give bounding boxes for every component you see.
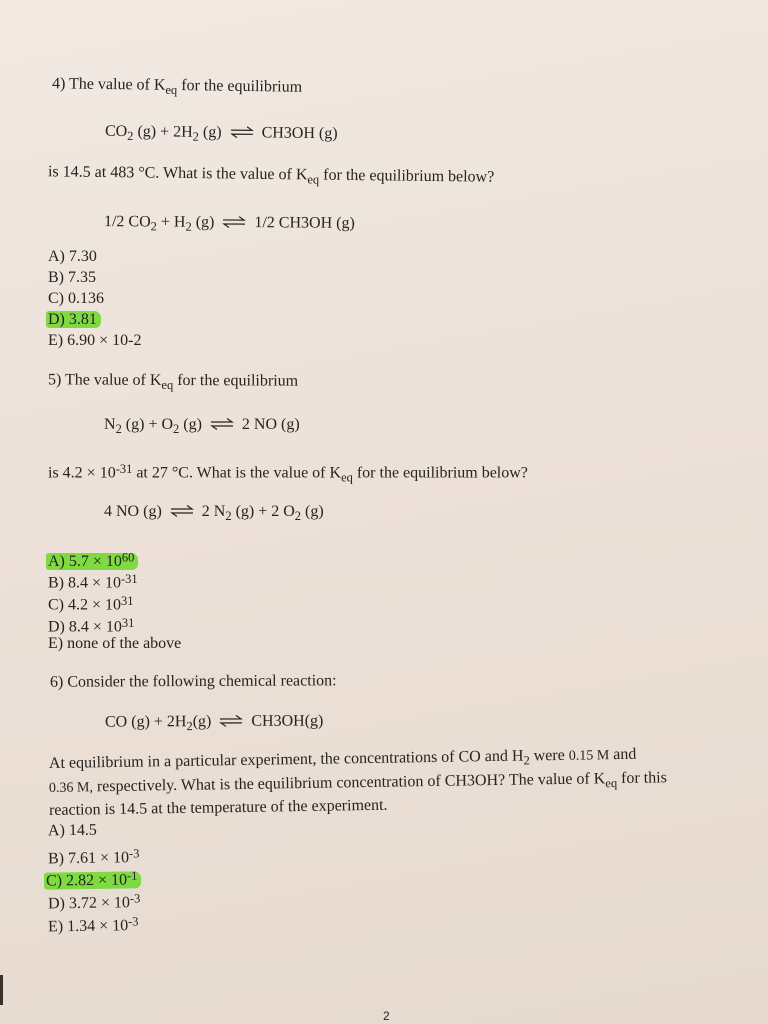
- equilibrium-arrow-icon: [230, 126, 254, 138]
- equilibrium-arrow-icon: [222, 216, 246, 228]
- q4-option-b: B) 7.35: [48, 269, 96, 286]
- q4-statement: is 14.5 at 483 °C. What is the value of $K_{eq}$ for the equilibrium below?: [47, 163, 495, 187]
- q6-option-b: B) $7.61 \times 10^{-3}$: [47, 846, 140, 868]
- q4-option-a: A) 7.30: [48, 248, 97, 265]
- q4-heading: 4) The value of $K_{eq}$ for the equilibrium: [51, 75, 303, 97]
- q6-paragraph-line-1: At equilibrium in a particular experiment, the concentrations of CO and $H_2$ were 0.15 M and: [48, 745, 637, 772]
- q4-reaction: $CO_2$ $(g) + 2H_2$ (g) CH3OH (g): [104, 122, 338, 144]
- q5-statement: is $4.2 \times 10^{-31}$ at 27 °C. What is the value of $K_{eq}$ for the equilibrium below?: [48, 462, 528, 485]
- q5-reaction-below: 4 NO (g) 2 $N_2$ (g) + 2 $O_2$ (g): [104, 503, 324, 523]
- q4-option-d-highlighted: D) 3.81: [48, 310, 101, 330]
- page-edge-mark: [0, 975, 3, 1005]
- q5-reaction: $N_2$ $(g) + O_2$ (g) 2 NO (g): [104, 416, 300, 436]
- q6-option-e: E) $1.34 \times 10^{-3}$: [47, 914, 139, 936]
- q6-option-c-highlighted: C) $2.82 \times 10^{-1}$: [46, 865, 142, 891]
- q4-option-c: C) 0.136: [48, 290, 104, 307]
- q6-option-d: D) $3.72 \times 10^{-3}$: [47, 891, 141, 913]
- q6-paragraph-line-3: reaction is 14.5 at the temperature of the experiment.: [48, 796, 388, 819]
- equilibrium-arrow-icon: [219, 715, 243, 727]
- q4-reaction-below: 1/2 $CO_2 + H_2$ (g) 1/2 CH3OH (g): [103, 213, 355, 234]
- equilibrium-arrow-icon: [170, 505, 194, 517]
- q6-paragraph-line-2: 0.36 M, respectively. What is the equilibrium concentration of CH3OH? The value of $K_{eq}$ for this: [48, 769, 667, 796]
- q5-heading: 5) The value of $K_{eq}$ for the equilibrium: [47, 371, 299, 392]
- q5-option-e: E) none of the above: [48, 635, 182, 652]
- page-number: 2: [383, 1009, 390, 1023]
- q6-option-a: A) 14.5: [47, 821, 97, 840]
- q5-option-c: C) $4.2 \times 10^{31}$: [48, 594, 134, 614]
- q6-heading: 6) Consider the following chemical reaction:: [49, 672, 337, 691]
- q5-option-b: B) $8.4 \times 10^{-31}$: [48, 572, 138, 592]
- q5-option-a-highlighted: A) $5.7 \times 10^{60}$: [48, 547, 138, 572]
- equilibrium-arrow-icon: [210, 418, 234, 430]
- q4-option-e: E) 6.90 × 10-2: [48, 332, 142, 349]
- q6-reaction: CO $(g) + 2H_2(g)$ CH3OH(g): [104, 712, 324, 734]
- q5-option-d: D) $8.4 \times 10^{31}$: [48, 616, 135, 636]
